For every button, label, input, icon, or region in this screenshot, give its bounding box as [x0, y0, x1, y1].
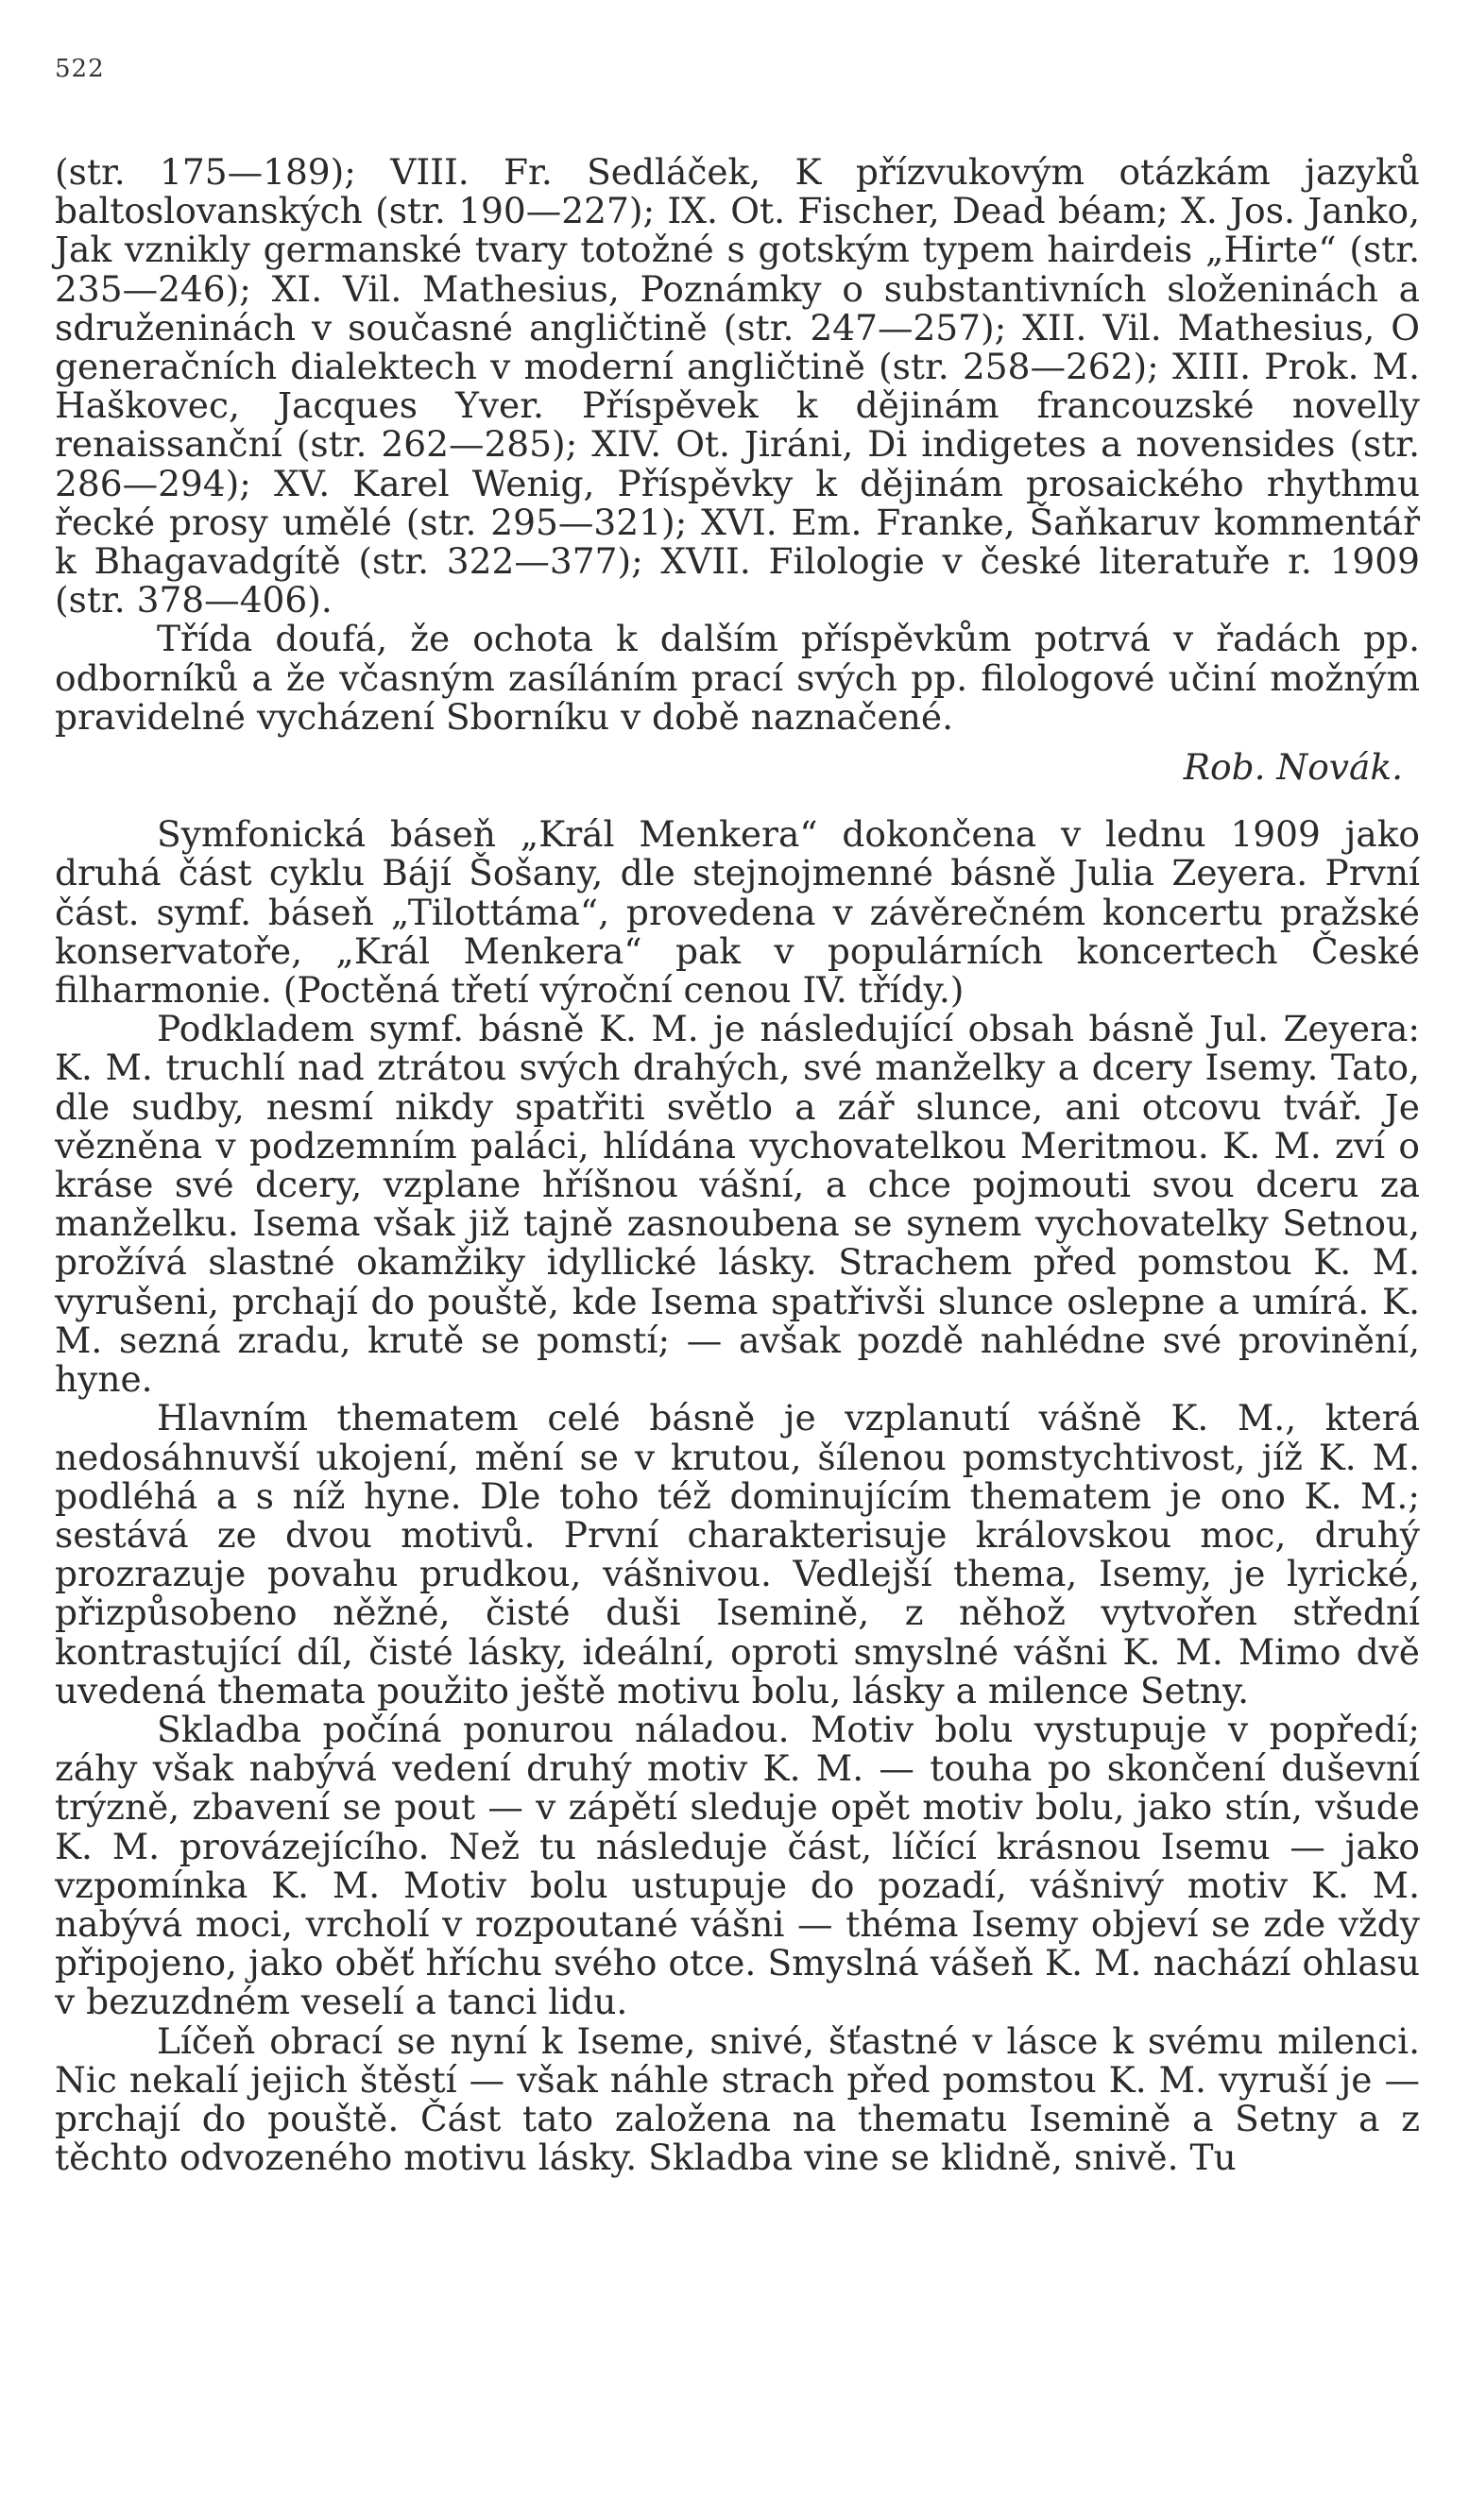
paragraph-main-theme: Hlavním thematem celé básně je vzplanutí vášně K. M., která nedosáhnuvší ukojení, mění se v krutou, šílenou pomstychtivost, jíž K. M. podléhá a s níž hyne. Dle toho též dominujícím thematem je ono K. M.; sestává ze dvou motivů. První charakterisuje královskou moc, druhý prozrazuje povahu prudkou, vášnivou. Vedlejší thema, Isemy, je lyrické, přizpůsobeno něžné, čisté duši Isemině, z něhož vytvořen střední kontrastující díl, čisté lásky, ideální, oproti smyslné vášni K. M. Mimo dvě uvedená themata použito ještě motivu bolu, lásky a milence Setny.	[55, 1397, 1420, 1711]
paragraph-poem-content: Podkladem symf. básně K. M. je následující obsah básně Jul. Zeyera: K. M. truchlí nad ztrátou svých drahých, své manželky a dcery Isemy. Tato, dle sudby, nesmí nikdy spatřiti světlo a zář slunce, ani otcovu tvář. Je vězněna v podzemním paláci, hlídána vychovatelkou Meritmou. K. M. zví o kráse své dcery, vzplane hříšnou vášní, a chce pojmouti svou dceru za manželku. Isema však již tajně zasnoubena se synem vychovatelky Setnou, prožívá slastné okamžiky idyllické lásky. Strachem před pomstou K. M. vyrušeni, prchají do pouště, kde Isema spatřivši slunce oslepne a umírá. K. M. sezná zradu, krutě se pomstí; — avšak pozdě nahlédne své provinění, hyne.	[55, 1008, 1420, 1401]
page-number: 522	[55, 55, 105, 83]
intro-paragraph: (str. 175—189); VIII. Fr. Sedláček, K přízvukovým otázkám jazyků baltoslovanských (str. 190—227); IX. Ot. Fischer, Dead béam; X. Jos. Janko, Jak vznikly germanské tvary totožné s gotským typem hairdeis „Hirte“ (str. 235—246); XI. Vil. Mathesius, Poznámky o substantivních složeninách a sdruženinách v současné angličtině (str. 247—257); XII. Vil. Mathesius, O generačních dialektech v moderní angličtině (str. 258—262); XIII. Prok. M. Haškovec, Jacques Yver. Příspěvek k dějinám francouzské novelly renaissanční (str. 262—285); XIV. Ot. Jiráni, Di indigetes a novensides (str. 286—294); XV. Karel Wenig, Příspěvky k dějinám prosaického rhythmu řecké prosy umělé (str. 295—321); XVI. Em. Franke, Šaňkaruv kommentář k Bhagavadgítě (str. 322—377); XVII. Filologie v české literatuře r. 1909 (str. 378—406).	[55, 151, 1420, 621]
class-note-paragraph: Třída doufá, že ochota k dalším příspěvkům potrvá v řadách pp. odborníků a že včasným zasíláním prací svých pp. filologové učiní možným pravidelné vycházení Sborníku v době naznačené.	[55, 618, 1420, 738]
paragraph-composition-opening: Skladba počíná ponurou náladou. Motiv bolu vystupuje v popředí; záhy však nabývá vedení druhý motiv K. M. — touha po skončení duševní trýzně, zbavení se pout — v zápětí sleduje opět motiv bolu, jako stín, všude K. M. provázejícího. Než tu následuje část, líčící krásnou Isemu — jako vzpomínka K. M. Motiv bolu ustupuje do pozadí, vášnivý motiv K. M. nabývá moci, vrcholí v rozpoutané vášni — théma Isemy objeví se zde vždy připojeno, jako oběť hříchu svého otce. Smyslná vášeň K. M. nachází ohlasu v bezuzdném veselí a tanci lidu.	[55, 1708, 1420, 2023]
body-text	[55, 153, 1420, 2177]
paragraph-symphonic-poem: Symfonická báseň „Král Menkera“ dokončena v lednu 1909 jako druhá část cyklu Bájí Šošany, dle stejnojmenné básně Julia Zeyera. První část. symf. báseň „Tilottáma“, provedena v závěrečném koncertu pražské konservatoře, „Král Menkera“ pak v populárních koncertech České filharmonie. (Poctěná třetí výroční cenou IV. třídy.)	[55, 813, 1420, 1012]
author-signature: Rob. Novák.	[1183, 746, 1403, 789]
paragraph-isema-section: Líčeň obrací se nyní k Iseme, snivé, šťastné v lásce k svému milenci. Nic nekalí jejich štěstí — však náhle strach před pomstou K. M. vyruší je — prchají do pouště. Část tato založena na thematu Isemině a Setny a z těchto odvozeného motivu lásky. Skladba vine se klidně, snivě. Tu	[55, 2019, 1420, 2179]
